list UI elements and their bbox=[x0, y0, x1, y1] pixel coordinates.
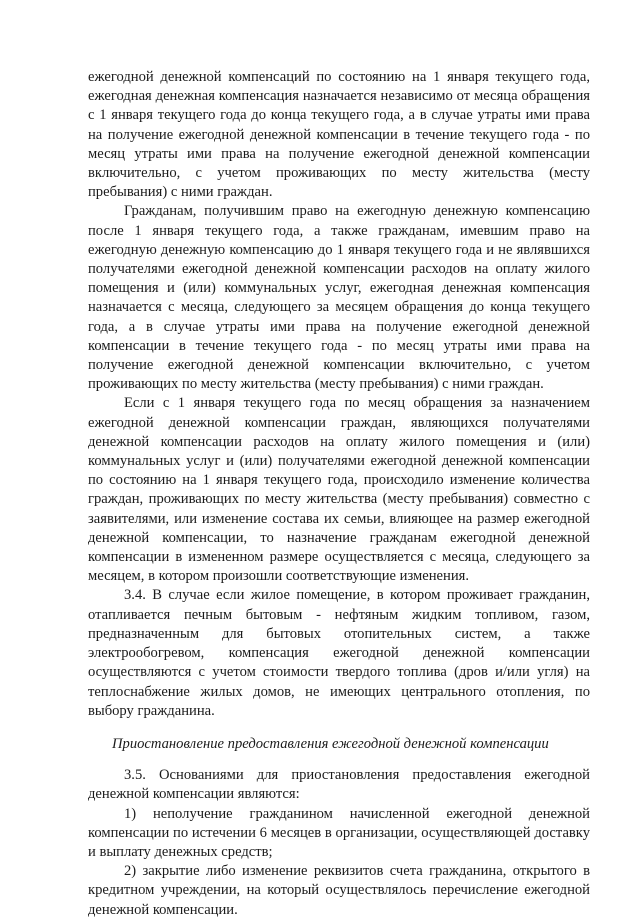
document-page bbox=[88, 68, 590, 920]
section-heading: Приостановление предоставления ежегодной денежной компенсации bbox=[112, 735, 549, 752]
paragraph-household-change: Если с 1 января текущего года по месяц обращения за назначением ежегодной денежной компенсации граждан, являющихся получателями денежной компенсации расходов на оплату жилого помещения и (или) коммунальных услуг и (или) получателями ежегодной денежной компенсации по состоянию на 1 января текущего года, происходило изменение количества граждан, проживающих по месту жительства (месту пребывания) совместно с заявителями, или изменение состава их семьи, влияющее на размер ежегодной денежной компенсации, то назначение гражданам ежегодной денежной компенсации в измененном размере осуществляется с месяца, следующего за месяцем, в котором произошли соответствующие изменения. bbox=[88, 395, 590, 585]
list-item-1: 1) неполучение гражданином начисленной ежегодной денежной компенсации по истечении 6 месяцев в организации, осуществляющей доставку и выплату денежных средств; bbox=[88, 805, 590, 860]
paragraph-3-5: 3.5. Основаниями для приостановления предоставления ежегодной денежной компенсации являются: bbox=[88, 767, 590, 803]
paragraph-continued: ежегодной денежной компенсаций по состоянию на 1 января текущего года, ежегодная денежная компенсация назначается независимо от месяца обращения с 1 января текущего года до конца текущего года, а в случае утраты ими права на получение ежегодной денежной компенсации в течение текущего года - по месяц утраты ими права на получение ежегодной денежной компенсации включительно, с учетом проживающих по месту жительства (месту пребывания) с ними граждан. bbox=[88, 69, 590, 201]
paragraph-3-4: 3.4. В случае если жилое помещение, в котором проживает гражданин, отапливается печным бытовым - нефтяным жидким топливом, газом, предназначенным для бытовых отопительных систем, а также электрообогревом, компенсация ежегодной денежной компенсации осуществляются с учетом стоимости твердого топлива (дров и/или угля) на теплоснабжение жилых домов, не имеющих центрального отопления, по выбору гражданина. bbox=[88, 587, 590, 719]
list-item-2: 2) закрытие либо изменение реквизитов счета гражданина, открытого в кредитном учреждении, на который осуществлялось перечисление ежегодной денежной компенсации. bbox=[88, 863, 590, 918]
paragraph-new-recipients: Гражданам, получившим право на ежегодную денежную компенсацию после 1 января текущего года, а также гражданам, имевшим право на ежегодную денежную компенсацию до 1 января текущего года и не являвшихся получателями ежегодной денежной компенсации расходов на оплату жилого помещения и (или) коммунальных услуг, ежегодная денежная компенсация назначается с месяца, следующего за месяцем обращения до конца текущего года, а в случае утраты ими права на получение ежегодной денежной компенсации в течение текущего года - по месяц утраты ими права на получение ежегодной денежной компенсации включительно, с учетом проживающих по месту жительства (месту пребывания) с ними граждан. bbox=[88, 203, 590, 393]
